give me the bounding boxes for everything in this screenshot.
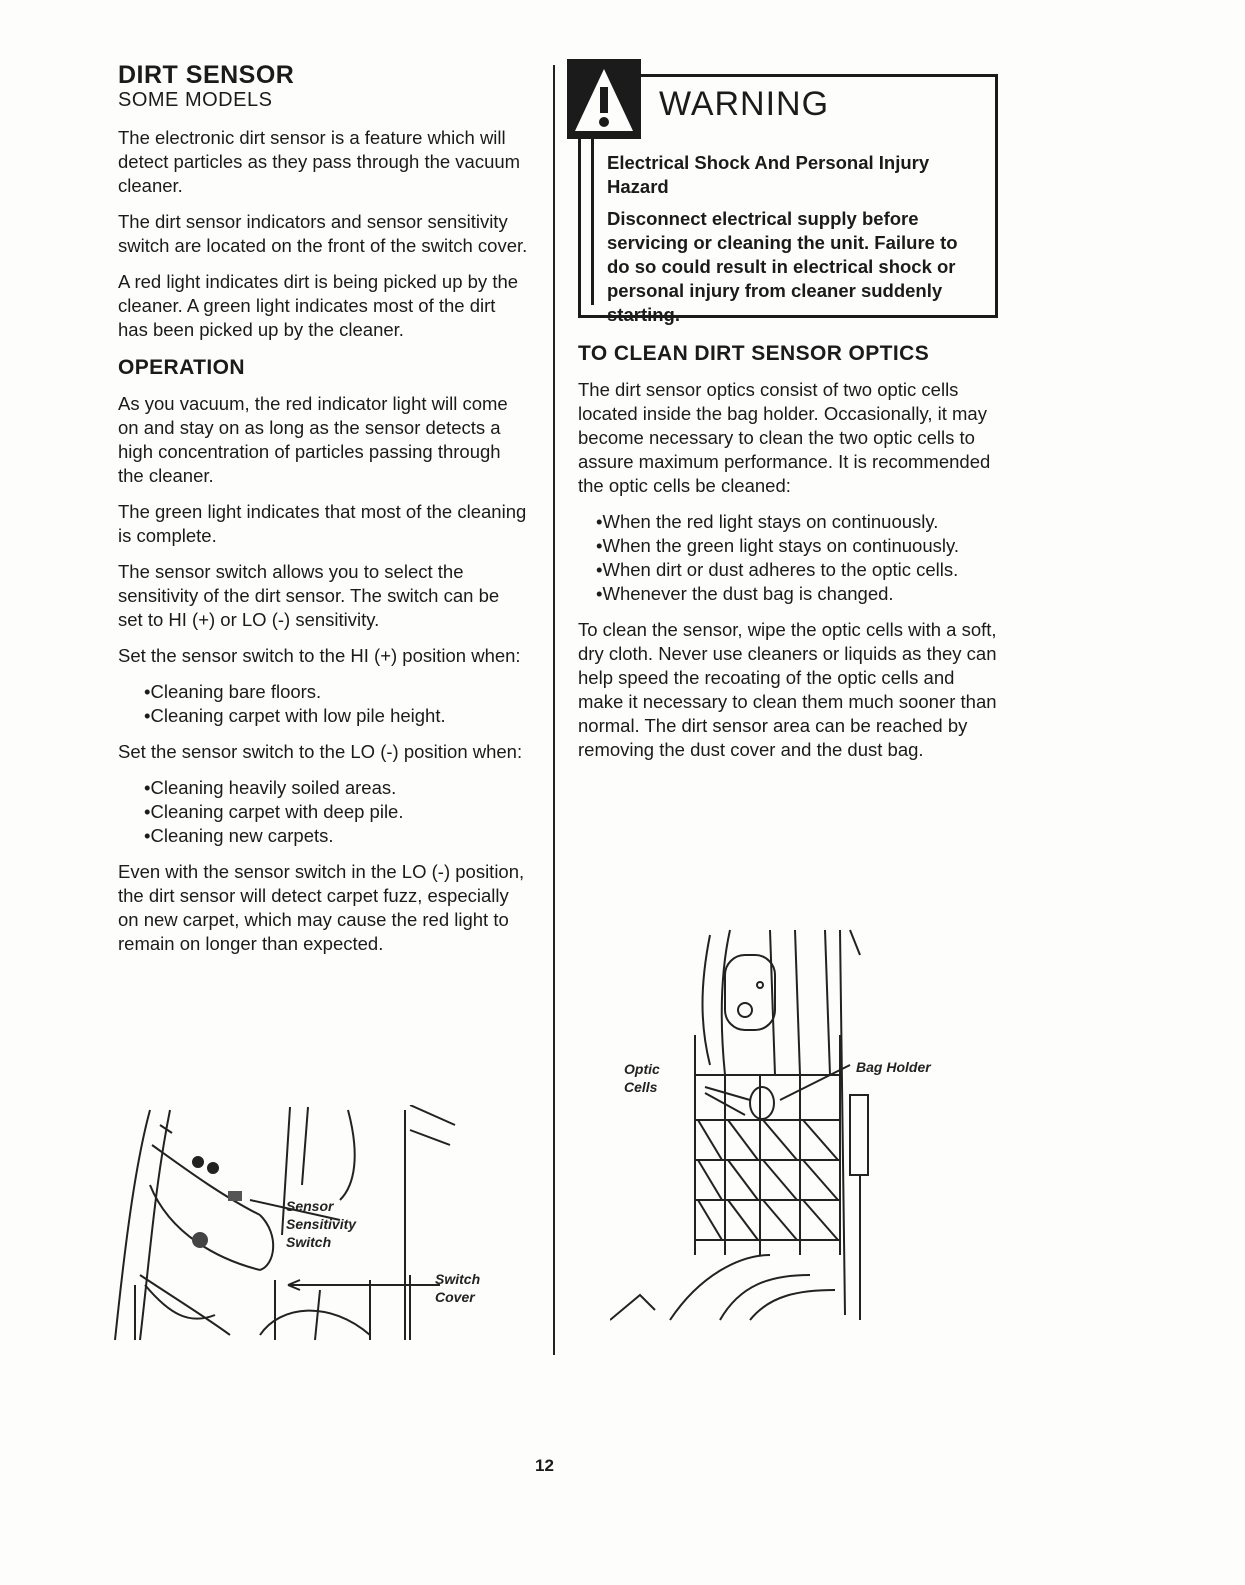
warning-bar (591, 139, 594, 305)
warning-hazard: Electrical Shock And Personal Injury Hazard (607, 152, 930, 197)
paragraph: To clean the sensor, wipe the optic cells with a soft, dry cloth. Never use cleaners or liquids as they can help speed the recoating of the optic cells and make it necessary to clean them much sooner than normal. The dirt sensor area can be reached by removing the dust cover and the dust bag. (578, 619, 997, 760)
callout-bag-holder: Bag Holder (856, 1059, 931, 1075)
paragraph: The dirt sensor indicators and sensor sensitivity switch are located on the front of the switch cover. (118, 211, 528, 256)
list-item: • Cleaning carpet with low pile height. (144, 704, 528, 728)
callout-sensor-switch: Sensor Sensitivity Switch (286, 1198, 357, 1250)
list-item: • When dirt or dust adheres to the optic cells. (596, 558, 998, 582)
paragraph: The green light indicates that most of the cleaning is complete. (118, 501, 527, 546)
operation-heading: OPERATION (118, 356, 245, 379)
paragraph: The dirt sensor optics consist of two optic cells located inside the bag holder. Occasionally, it may become necessary to clean the two optic cells to assure maximum performance. It is recommended the optic cells be cleaned: (578, 379, 991, 496)
section-subtitle: SOME MODELS (118, 89, 273, 111)
paragraph: Even with the sensor switch in the LO (-) position, the dirt sensor will detect carpet fuzz, especially on new carpet, which may cause the red light to remain on longer than expected. (118, 861, 525, 954)
hi-list (118, 680, 528, 728)
paragraph: Set the sensor switch to the LO (-) position when: (118, 741, 523, 762)
list-item: • When the green light stays on continuously. (596, 534, 998, 558)
paragraph: The sensor switch allows you to select the sensitivity of the dirt sensor. The switch can be set to HI (+) or LO (-) sensitivity. (118, 561, 500, 630)
list-item: • Whenever the dust bag is changed. (596, 582, 998, 606)
paragraph: As you vacuum, the red indicator light will come on and stay on as long as the sensor detects a high concentration of particles passing through the cleaner. (118, 393, 508, 486)
warning-title: WARNING (659, 85, 830, 123)
warning-instruction: Disconnect electrical supply before servicing or cleaning the unit. Failure to do so could result in electrical shock or personal injury from cleaner suddenly starting. (607, 208, 958, 325)
callout-switch-cover: Switch Cover (435, 1271, 481, 1305)
page-number: 12 (535, 1456, 554, 1475)
section-title: DIRT SENSOR (118, 61, 295, 89)
right-column (578, 62, 998, 774)
paragraph: A red light indicates dirt is being picked up by the cleaner. A green light indicates most of the dirt has been picked up by the cleaner. (118, 271, 519, 340)
left-column (118, 62, 528, 968)
paragraph: The electronic dirt sensor is a feature which will detect particles as they pass through the vacuum cleaner. (118, 127, 521, 196)
column-divider (553, 65, 555, 1355)
list-item: • Cleaning new carpets. (144, 824, 528, 848)
optics-heading: TO CLEAN DIRT SENSOR OPTICS (578, 342, 930, 365)
optics-list (578, 510, 998, 606)
list-item: • Cleaning carpet with deep pile. (144, 800, 528, 824)
callout-optic-cells: Optic Cells (624, 1061, 660, 1095)
list-item: • When the red light stays on continuously. (596, 510, 998, 534)
paragraph: Set the sensor switch to the HI (+) position when: (118, 645, 521, 666)
warning-box (578, 74, 998, 325)
bag-holder-illustration (610, 925, 970, 1335)
list-item: • Cleaning bare floors. (144, 680, 528, 704)
list-item: • Cleaning heavily soiled areas. (144, 776, 528, 800)
switch-cover-illustration (110, 1105, 530, 1345)
lo-list (118, 776, 528, 848)
warning-triangle-icon (567, 59, 641, 139)
